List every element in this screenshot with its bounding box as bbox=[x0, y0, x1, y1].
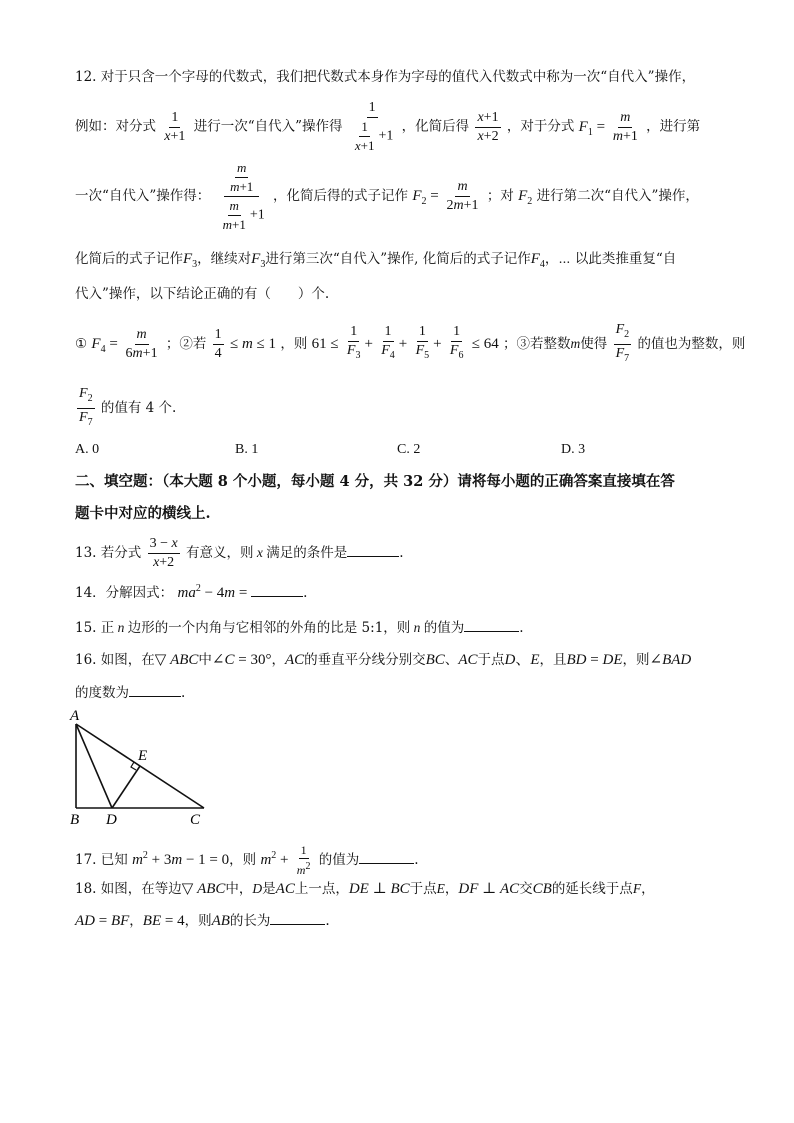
option-c: C. 2 bbox=[397, 442, 421, 457]
q18-line2: AD = BF，BE = 4，则AB的长为 . bbox=[75, 913, 330, 929]
q12-statements: ① $F_4$ = $\frac{m}{6m+1}$ ；②若 $\frac{1}{4}$ ≤ m ≤ 1 ，则 61 ≤ $\frac{1}{F_3}$ + $\frac{1}{F_4}$ + $\frac{1}{F_5}$ + $\frac{1}{F_6}$ ≤ 64 ；③若整数m使得 $\frac{F_2}{F_7}$ 的值也为整数，则 bbox=[75, 322, 746, 364]
q17: 17. 已知 $m^2 + 3m - 1 = 0$，则 $m^2$ + $\frac{1}{m^2}$ 的值为 . bbox=[75, 843, 419, 877]
q12-line3: 一次“自代入”操作得： $\frac{m}{m+1}$ $\frac{m}{m+1}$ +1 ，化简后得的式子记作 $F_2$ = $\frac{m}{2m+1}$ ；对 $F_2$ 进行第二次“自代入”操作， bbox=[75, 160, 699, 232]
q13: 13. 若分式 $\frac{3 - x}{x+2}$ 有意义，则 x 满足的条件是 . bbox=[75, 536, 404, 570]
label-b: B bbox=[70, 812, 80, 828]
label-c: C bbox=[190, 812, 201, 828]
q16-line2: 的度数为 . bbox=[75, 685, 186, 701]
q16-line1: 16. 如图，在▽ ABC中∠C = 30°，AC的垂直平分线分别交BC、AC于点D、E，且BD = DE，则∠BAD bbox=[75, 652, 692, 668]
q12-intro: 12. 对于只含一个字母的代数式，我们把代数式本身作为字母的值代入代数式中称为一次“自代入”操作， bbox=[75, 69, 696, 85]
q16-triangle-figure bbox=[68, 708, 218, 828]
q12-example-line: 例如：对分式 $\frac{1}{x+1}$ 进行一次“自代入”操作得 1 $\frac{1}{x+1}$ +1 ，化简后得 $\frac{x+1}{x+2}$ ，对于分式 $F_1$ = $\frac{m}{m+1}$ ，进行第 bbox=[75, 100, 701, 153]
label-a: A bbox=[70, 708, 80, 724]
q12-line5: 代入”操作，以下结论正确的有（ ）个. bbox=[75, 286, 330, 302]
q12-line4: 化简后的式子记作$F_3$，继续对$F_3$进行第三次“自代入”操作, 化简后的式子记作$F_4$，⋯ 以此类推重复“自 bbox=[75, 251, 677, 270]
q18-answer-blank[interactable] bbox=[270, 912, 325, 925]
q16-answer-blank[interactable] bbox=[129, 684, 181, 697]
section2-heading-line1: 二、填空题：（本大题 8 个小题，每小题 4 分，共 32 分）请将每小题的正确答案直接填在答 bbox=[75, 473, 675, 490]
q15: 15. 正 n 边形的一个内角与它相邻的外角的比是 5:1，则 n 的值为 . bbox=[75, 620, 524, 636]
q14: 14．分解因式： $ma^2 - 4m$ = . bbox=[75, 583, 308, 601]
q12-last-line: $\frac{F_2}{F_7}$ 的值有 4 个. bbox=[79, 386, 177, 428]
q15-answer-blank[interactable] bbox=[464, 619, 519, 632]
label-e: E bbox=[138, 748, 148, 764]
q13-answer-blank[interactable] bbox=[347, 544, 399, 557]
option-a: A. 0 bbox=[75, 442, 100, 457]
q17-answer-blank[interactable] bbox=[359, 851, 414, 864]
segment-de bbox=[112, 766, 140, 808]
option-d: D. 3 bbox=[561, 442, 586, 457]
option-b: B. 1 bbox=[235, 442, 259, 457]
label-d: D bbox=[106, 812, 117, 828]
q14-answer-blank[interactable] bbox=[251, 584, 303, 597]
q18-line1: 18. 如图，在等边▽ ABC中，D是AC上一点，DE ⊥ BC于点E，DF ⊥ AC交CB的延长线于点F， bbox=[75, 881, 655, 897]
section2-heading-line2: 题卡中对应的横线上. bbox=[75, 505, 211, 522]
